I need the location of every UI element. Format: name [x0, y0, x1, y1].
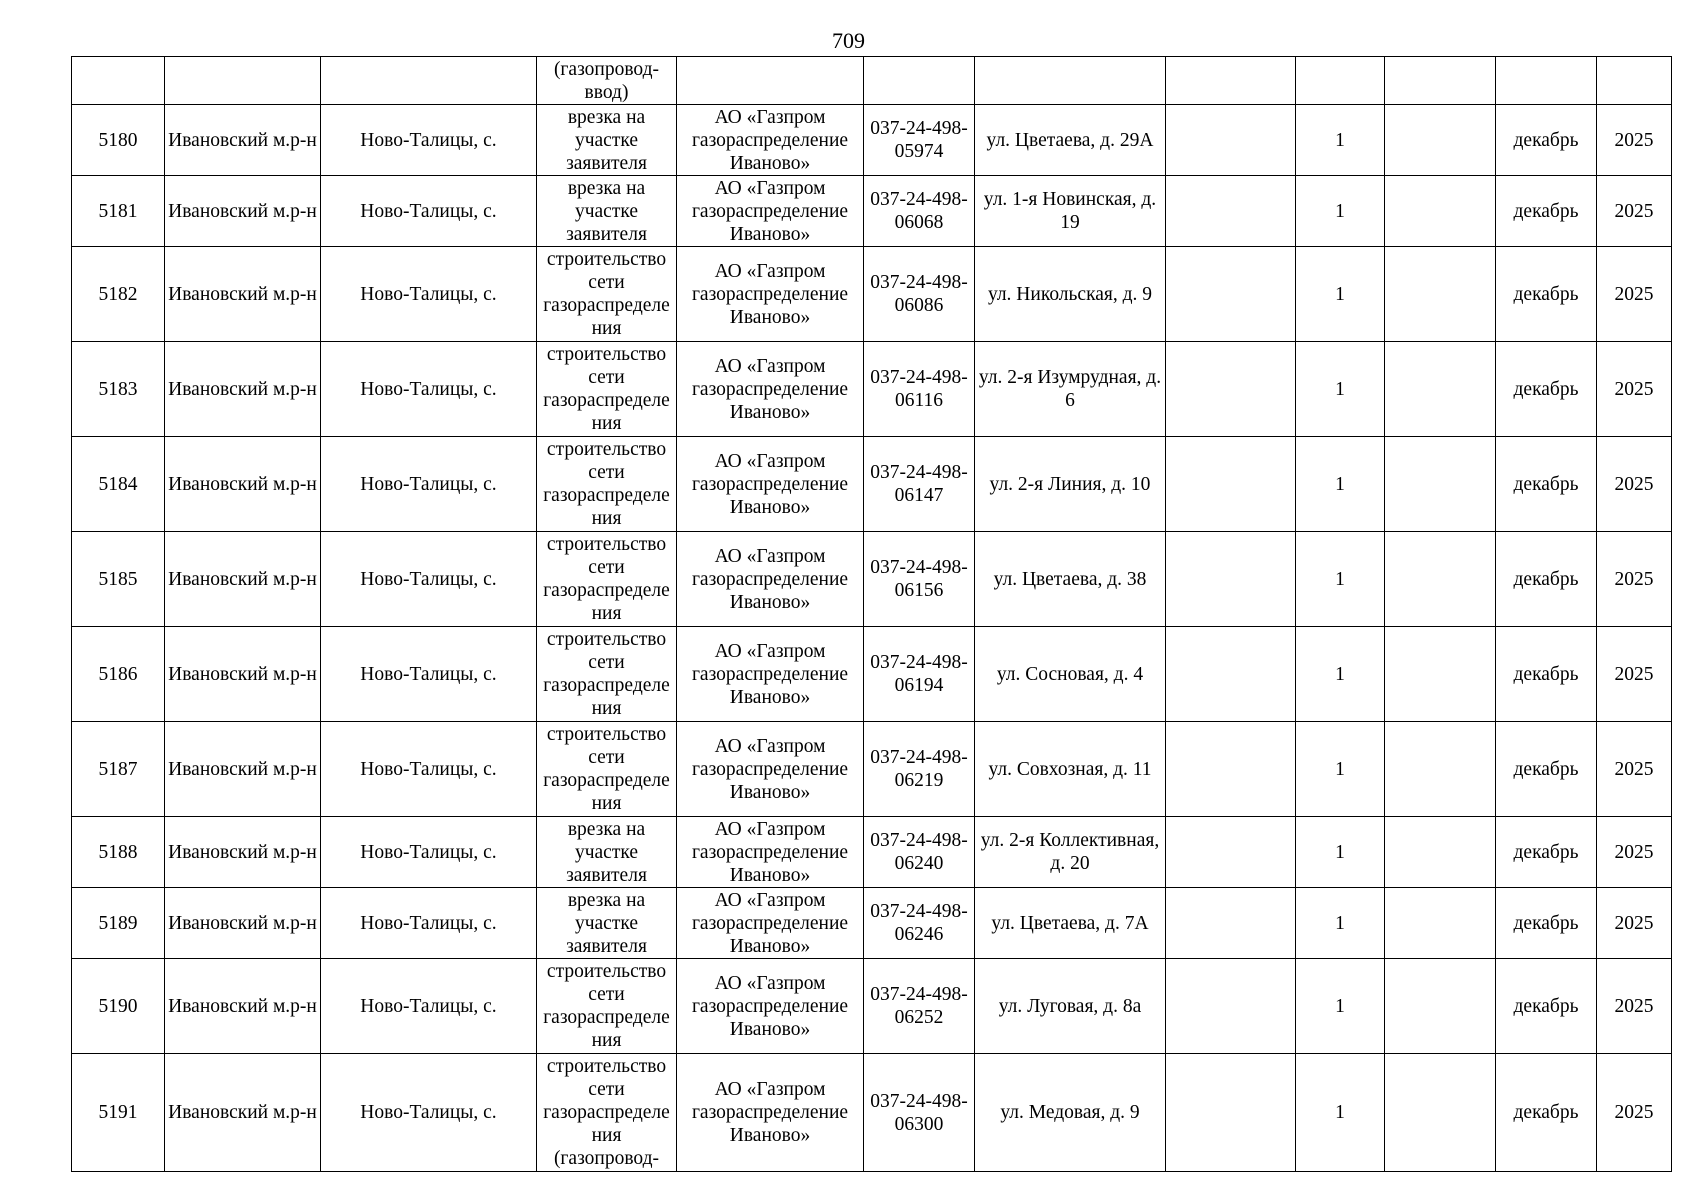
cell-work-type [537, 888, 677, 959]
cell-org-text: АО «Газпром газораспределение Иваново» [691, 106, 849, 174]
cell-org [677, 1054, 864, 1172]
cell-work-type-text: строительство сети газораспределения [543, 439, 670, 529]
cell-month-text: декабрь [1513, 1102, 1579, 1123]
cell-empty-2 [1385, 959, 1496, 1054]
cell-year-text: 2025 [1614, 283, 1654, 305]
cell-num-text: 5189 [98, 912, 138, 934]
cell-empty-2 [1385, 105, 1496, 176]
cell-empty-2 [1385, 57, 1496, 105]
cell-empty-2 [1385, 342, 1496, 437]
cell-work-type-text: врезка на участке заявителя [566, 818, 647, 886]
cell-num [72, 247, 165, 342]
cell-month-text: декабрь [1513, 912, 1579, 934]
cell-code [864, 105, 975, 176]
cell-org [677, 176, 864, 247]
table-row [72, 105, 1672, 176]
cell-month [1496, 532, 1597, 627]
cell-month-text: декабрь [1513, 758, 1579, 780]
cell-qty [1296, 105, 1385, 176]
cell-work-type [537, 247, 677, 342]
cell-num-text: 5186 [98, 663, 138, 685]
cell-address-text: ул. 2-я Коллективная, д. 20 [980, 830, 1160, 874]
cell-num [72, 105, 165, 176]
cell-org-text: АО «Газпром газораспределение Иваново» [691, 735, 849, 803]
cell-empty-2 [1385, 817, 1496, 888]
table-row [72, 888, 1672, 959]
cell-code [864, 57, 975, 105]
cell-year [1597, 57, 1672, 105]
cell-settlement-text: Ново-Талицы, с. [360, 473, 497, 495]
cell-work-type-text: врезка на участке заявителя [566, 889, 647, 957]
cell-address [975, 342, 1166, 437]
cell-qty [1296, 532, 1385, 627]
cell-address [975, 437, 1166, 532]
cell-settlement [321, 176, 537, 247]
cell-year [1597, 959, 1672, 1054]
cell-org-text: АО «Газпром газораспределение Иваново» [691, 972, 849, 1040]
cell-code-text: 037-24-498-06240 [870, 830, 968, 874]
cell-month [1496, 959, 1597, 1054]
cell-code-text: 037-24-498-06219 [870, 747, 968, 791]
cell-district [165, 959, 321, 1054]
cell-empty-2 [1385, 247, 1496, 342]
cell-year [1597, 888, 1672, 959]
cell-settlement [321, 1054, 537, 1172]
cell-org [677, 437, 864, 532]
cell-work-type-text: строительство сети газораспределения [543, 344, 670, 434]
cell-org-text: АО «Газпром газораспределение Иваново» [691, 450, 849, 518]
cell-address [975, 176, 1166, 247]
cell-qty [1296, 176, 1385, 247]
cell-district-text: Ивановский м.р-н [168, 378, 317, 400]
cell-work-type [537, 105, 677, 176]
cell-empty-1 [1166, 532, 1296, 627]
cell-org [677, 817, 864, 888]
cell-district-text: Ивановский м.р-н [168, 283, 317, 305]
cell-qty [1296, 57, 1385, 105]
cell-month-text: декабрь [1513, 841, 1579, 863]
cell-work-type [537, 437, 677, 532]
cell-month-text: декабрь [1513, 663, 1579, 685]
cell-qty-text: 1 [1335, 841, 1345, 863]
cell-settlement [321, 247, 537, 342]
cell-work-type [537, 722, 677, 817]
cell-settlement [321, 959, 537, 1054]
cell-settlement [321, 105, 537, 176]
cell-num [72, 532, 165, 627]
cell-work-type [537, 532, 677, 627]
cell-district [165, 888, 321, 959]
cell-org [677, 57, 864, 105]
cell-code [864, 722, 975, 817]
cell-settlement [321, 817, 537, 888]
cell-empty-2 [1385, 627, 1496, 722]
cell-num [72, 627, 165, 722]
cell-qty-text: 1 [1335, 1102, 1345, 1123]
cell-district [165, 1054, 321, 1172]
cell-org-text: АО «Газпром газораспределение Иваново» [691, 545, 849, 613]
cell-year-text: 2025 [1614, 568, 1654, 590]
cell-empty-2 [1385, 437, 1496, 532]
cell-year [1597, 627, 1672, 722]
cell-district [165, 722, 321, 817]
cell-work-type [537, 176, 677, 247]
cell-district-text: Ивановский м.р-н [168, 129, 317, 151]
cell-district [165, 176, 321, 247]
cell-qty [1296, 888, 1385, 959]
cell-num-text: 5183 [98, 378, 138, 400]
cell-work-type-text: врезка на участке заявителя [566, 106, 647, 174]
table-row [72, 722, 1672, 817]
cell-num [72, 888, 165, 959]
cell-org [677, 105, 864, 176]
cell-empty-2 [1385, 888, 1496, 959]
cell-code-text: 037-24-498-06252 [870, 984, 968, 1028]
cell-empty-2 [1385, 1054, 1496, 1172]
cell-code [864, 176, 975, 247]
cell-settlement-text: Ново-Талицы, с. [360, 129, 497, 151]
cell-month [1496, 817, 1597, 888]
cell-code [864, 247, 975, 342]
cell-district-text: Ивановский м.р-н [168, 473, 317, 495]
cell-qty-text: 1 [1335, 378, 1345, 400]
table-row [72, 1054, 1672, 1172]
cell-qty-text: 1 [1335, 568, 1345, 590]
cell-district [165, 437, 321, 532]
cell-empty-2 [1385, 722, 1496, 817]
cell-month [1496, 247, 1597, 342]
cell-year-text: 2025 [1614, 129, 1654, 151]
cell-qty-text: 1 [1335, 663, 1345, 685]
cell-num-text: 5188 [98, 841, 138, 863]
cell-month [1496, 57, 1597, 105]
cell-qty-text: 1 [1335, 473, 1345, 495]
table-row [72, 176, 1672, 247]
cell-address-text: ул. Никольская, д. 9 [987, 283, 1153, 305]
cell-org-text: АО «Газпром газораспределение Иваново» [691, 260, 849, 328]
cell-settlement-text: Ново-Талицы, с. [360, 912, 497, 934]
cell-month-text: декабрь [1513, 995, 1579, 1017]
cell-settlement [321, 437, 537, 532]
cell-num-text: 5184 [98, 473, 138, 495]
cell-year [1597, 247, 1672, 342]
cell-settlement-text: Ново-Талицы, с. [360, 758, 497, 780]
cell-work-type [537, 959, 677, 1054]
cell-settlement-text: Ново-Талицы, с. [360, 200, 497, 222]
cell-address-text: ул. Луговая, д. 8а [998, 995, 1142, 1017]
cell-settlement-text: Ново-Талицы, с. [360, 995, 497, 1017]
table-row [72, 532, 1672, 627]
cell-address-text: ул. Цветаева, д. 38 [993, 568, 1147, 590]
cell-address [975, 532, 1166, 627]
cell-code [864, 959, 975, 1054]
cell-org [677, 888, 864, 959]
cell-month [1496, 1054, 1597, 1172]
cell-address-text: ул. Медовая, д. 9 [1000, 1102, 1140, 1123]
cell-district [165, 817, 321, 888]
cell-work-type-text: строительство сети газораспределения [543, 961, 670, 1051]
registry-table [71, 56, 1672, 1172]
cell-code [864, 342, 975, 437]
cell-qty [1296, 342, 1385, 437]
cell-code-text: 037-24-498-06300 [870, 1090, 968, 1135]
cell-num-text: 5191 [98, 1102, 138, 1123]
cell-work-type-text: строительство сети газораспределения [543, 249, 670, 339]
cell-qty-text: 1 [1335, 995, 1345, 1017]
cell-code [864, 627, 975, 722]
cell-address-text: ул. 1-я Новинская, д. 19 [983, 189, 1157, 233]
cell-qty-text: 1 [1335, 129, 1345, 151]
cell-code-text: 037-24-498-06116 [870, 367, 968, 411]
cell-qty [1296, 1054, 1385, 1172]
cell-year [1597, 105, 1672, 176]
table-row [72, 342, 1672, 437]
cell-month-text: декабрь [1513, 568, 1579, 590]
cell-settlement [321, 888, 537, 959]
cell-address-text: ул. Совхозная, д. 11 [988, 758, 1152, 780]
cell-qty [1296, 817, 1385, 888]
cell-settlement-text: Ново-Талицы, с. [360, 1102, 497, 1123]
cell-empty-1 [1166, 817, 1296, 888]
cell-year [1597, 437, 1672, 532]
cell-month [1496, 722, 1597, 817]
cell-org-text: АО «Газпром газораспределение Иваново» [691, 889, 849, 957]
cell-code-text: 037-24-498-06194 [870, 652, 968, 696]
cell-code-text: 037-24-498-06147 [870, 462, 968, 506]
cell-month-text: декабрь [1513, 129, 1579, 151]
cell-address [975, 722, 1166, 817]
cell-year-text: 2025 [1614, 995, 1654, 1017]
cell-num [72, 176, 165, 247]
cell-settlement-text: Ново-Талицы, с. [360, 663, 497, 685]
cell-settlement [321, 722, 537, 817]
cell-num-text: 5182 [98, 283, 138, 305]
cell-org [677, 959, 864, 1054]
cell-year-text: 2025 [1614, 663, 1654, 685]
cell-settlement [321, 342, 537, 437]
cell-num [72, 959, 165, 1054]
cell-num-text: 5180 [98, 129, 138, 151]
cell-org [677, 532, 864, 627]
cell-settlement [321, 627, 537, 722]
table-row [72, 959, 1672, 1054]
cell-district [165, 532, 321, 627]
table-row [72, 627, 1672, 722]
cell-org [677, 342, 864, 437]
cell-settlement [321, 532, 537, 627]
cell-year-text: 2025 [1614, 1102, 1654, 1123]
cell-qty [1296, 722, 1385, 817]
cell-org [677, 722, 864, 817]
cell-settlement [321, 57, 537, 105]
cell-empty-1 [1166, 627, 1296, 722]
cell-org-text: АО «Газпром газораспределение Иваново» [691, 355, 849, 423]
cell-code [864, 817, 975, 888]
cell-code [864, 437, 975, 532]
cell-org [677, 247, 864, 342]
cell-year-text: 2025 [1614, 473, 1654, 495]
cell-empty-2 [1385, 532, 1496, 627]
cell-empty-1 [1166, 959, 1296, 1054]
cell-address [975, 1054, 1166, 1172]
cell-month [1496, 437, 1597, 532]
cell-empty-1 [1166, 722, 1296, 817]
cell-num-text: 5190 [98, 995, 138, 1017]
cell-num [72, 342, 165, 437]
cell-org-text: АО «Газпром газораспределение Иваново» [691, 818, 849, 886]
cell-empty-1 [1166, 57, 1296, 105]
cell-district-text: Ивановский м.р-н [168, 663, 317, 685]
cell-code [864, 532, 975, 627]
cell-empty-1 [1166, 437, 1296, 532]
cell-num-text: 5185 [98, 568, 138, 590]
cell-code [864, 888, 975, 959]
table-row-continued [72, 57, 1672, 105]
cell-code-text: 037-24-498-06156 [870, 557, 968, 601]
cell-address [975, 627, 1166, 722]
cell-year-text: 2025 [1614, 841, 1654, 863]
cell-settlement-text: Ново-Талицы, с. [360, 378, 497, 400]
cell-month-text: декабрь [1513, 378, 1579, 400]
cell-code [864, 1054, 975, 1172]
cell-district-text: Ивановский м.р-н [168, 1102, 317, 1123]
cell-work-type-text: строительство сети газораспределения [543, 534, 670, 624]
cell-month [1496, 627, 1597, 722]
cell-qty-text: 1 [1335, 758, 1345, 780]
cell-address-text: ул. Сосновая, д. 4 [996, 663, 1144, 685]
cell-qty-text: 1 [1335, 283, 1345, 305]
cell-num [72, 722, 165, 817]
cell-work-type-text: строительство сети газораспределения [543, 629, 670, 719]
cell-empty-2 [1385, 176, 1496, 247]
cell-month [1496, 105, 1597, 176]
work-type-text: (газопровод-ввод) [553, 59, 660, 103]
cell-org-text: АО «Газпром газораспределение Иваново» [691, 1079, 849, 1146]
cell-num [72, 1054, 165, 1172]
cell-address-text: ул. 2-я Линия, д. 10 [989, 473, 1151, 495]
table-row [72, 817, 1672, 888]
cell-settlement-text: Ново-Талицы, с. [360, 283, 497, 305]
cell-year [1597, 342, 1672, 437]
cell-org-text: АО «Газпром газораспределение Иваново» [691, 177, 849, 245]
cell-month [1496, 888, 1597, 959]
cell-district-text: Ивановский м.р-н [168, 995, 317, 1017]
cell-qty [1296, 627, 1385, 722]
cell-work-type [537, 342, 677, 437]
cell-empty-1 [1166, 342, 1296, 437]
cell-work-type-text: строительство сети газораспределения [543, 724, 670, 814]
cell-code-text: 037-24-498-06068 [870, 189, 968, 233]
cell-code-text: 037-24-498-05974 [870, 118, 968, 162]
cell-year-text: 2025 [1614, 758, 1654, 780]
cell-address-text: ул. Цветаева, д. 7А [991, 912, 1149, 934]
cell-district [165, 627, 321, 722]
cell-year [1597, 532, 1672, 627]
cell-district-text: Ивановский м.р-н [168, 568, 317, 590]
cell-org [677, 627, 864, 722]
page-number: 709 [832, 28, 865, 53]
cell-district-text: Ивановский м.р-н [168, 200, 317, 222]
cell-district [165, 105, 321, 176]
cell-address [975, 817, 1166, 888]
cell-num [72, 817, 165, 888]
cell-code-text: 037-24-498-06086 [870, 272, 968, 316]
cell-year-text: 2025 [1614, 912, 1654, 934]
cell-address-text: ул. Цветаева, д. 29А [986, 129, 1154, 151]
cell-empty-1 [1166, 176, 1296, 247]
cell-empty-1 [1166, 105, 1296, 176]
cell-work-type-text: строительство сети газораспределения (газопровод- [543, 1056, 670, 1169]
cell-work-type [537, 627, 677, 722]
cell-address-text: ул. 2-я Изумрудная, д. 6 [978, 367, 1162, 411]
cell-year-text: 2025 [1614, 200, 1654, 222]
cell-year-text: 2025 [1614, 378, 1654, 400]
cell-org-text: АО «Газпром газораспределение Иваново» [691, 640, 849, 708]
cell-num-text: 5181 [98, 200, 138, 222]
cell-address [975, 888, 1166, 959]
cell-district-text: Ивановский м.р-н [168, 841, 317, 863]
cell-year [1597, 722, 1672, 817]
cell-year [1597, 817, 1672, 888]
cell-address [975, 57, 1166, 105]
cell-month [1496, 176, 1597, 247]
cell-year [1597, 1054, 1672, 1172]
table-row [72, 437, 1672, 532]
cell-num [72, 437, 165, 532]
cell-num [72, 57, 165, 105]
cell-settlement-text: Ново-Талицы, с. [360, 841, 497, 863]
cell-empty-1 [1166, 888, 1296, 959]
cell-qty-text: 1 [1335, 912, 1345, 934]
cell-work-type [537, 817, 677, 888]
cell-qty [1296, 247, 1385, 342]
cell-month [1496, 342, 1597, 437]
cell-month-text: декабрь [1513, 473, 1579, 495]
cell-district-text: Ивановский м.р-н [168, 912, 317, 934]
cell-qty [1296, 437, 1385, 532]
cell-year [1597, 176, 1672, 247]
cell-qty [1296, 959, 1385, 1054]
cell-empty-1 [1166, 247, 1296, 342]
cell-district [165, 342, 321, 437]
cell-month-text: декабрь [1513, 200, 1579, 222]
cell-num-text: 5187 [98, 758, 138, 780]
cell-work-type [537, 57, 677, 105]
cell-address [975, 959, 1166, 1054]
cell-address [975, 105, 1166, 176]
cell-district [165, 247, 321, 342]
table-row [72, 247, 1672, 342]
cell-district-text: Ивановский м.р-н [168, 758, 317, 780]
cell-settlement-text: Ново-Талицы, с. [360, 568, 497, 590]
cell-work-type [537, 1054, 677, 1172]
cell-address [975, 247, 1166, 342]
cell-code-text: 037-24-498-06246 [870, 901, 968, 945]
cell-qty-text: 1 [1335, 200, 1345, 222]
cell-empty-1 [1166, 1054, 1296, 1172]
cell-work-type-text: врезка на участке заявителя [566, 177, 647, 245]
cell-district [165, 57, 321, 105]
cell-month-text: декабрь [1513, 283, 1579, 305]
